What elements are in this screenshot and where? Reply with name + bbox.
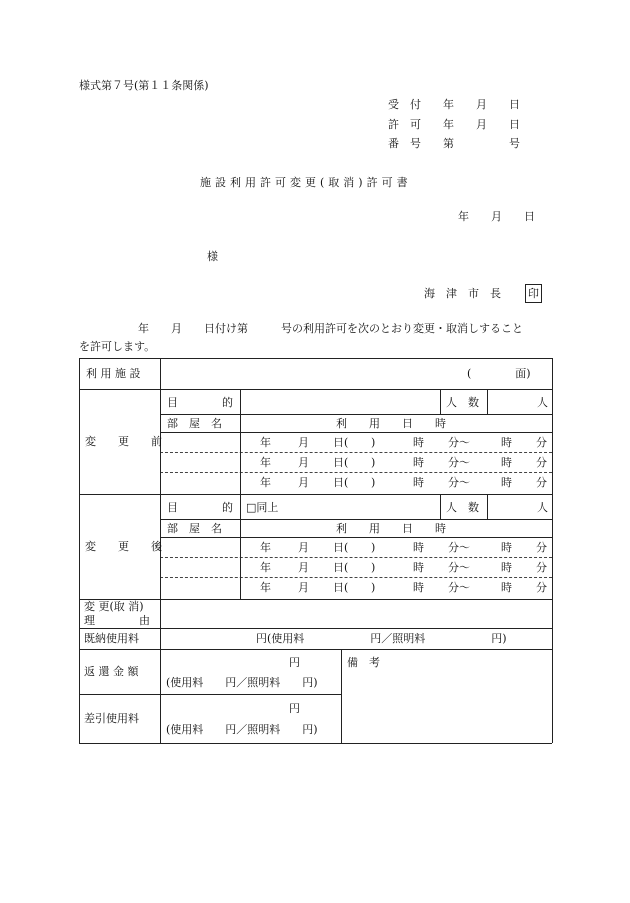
dt-month: 月 [298, 581, 309, 594]
dt-year: 年 [260, 541, 271, 554]
dt-close: ) [371, 476, 376, 489]
dt-month: 月 [298, 456, 309, 469]
dt-minute-end: 分 [536, 436, 547, 449]
document-title: 施設利用許可変更(取消)許可書 [200, 176, 412, 189]
dt-minute-end: 分 [536, 476, 547, 489]
facility-unit: ( 面) [467, 367, 531, 380]
seal-char: 印 [528, 287, 539, 300]
dt-day: 日( [333, 456, 349, 469]
refund-label: 返 還 金 額 [84, 665, 139, 678]
before-persons-unit: 人 [537, 396, 548, 409]
permit-date-row: 許 可 年 月 日 [388, 118, 520, 131]
remarks-label: 備 考 [347, 656, 380, 669]
issuer-name: 海 津 市 長 [424, 287, 501, 300]
after-persons-label: 人 数 [446, 501, 479, 514]
dt-hour: 時 [413, 436, 424, 449]
form-number: 様式第７号(第１１条関係) [79, 79, 209, 92]
issue-date: 年 月 日 [458, 210, 535, 223]
dt-close: ) [371, 561, 376, 574]
refund-breakdown: (使用料 円／照明料 円) [166, 676, 318, 689]
dt-hour: 時 [413, 541, 424, 554]
before-purpose-label: 目 的 [167, 396, 233, 409]
dt-month: 月 [298, 436, 309, 449]
after-persons-unit: 人 [537, 501, 548, 514]
after-purpose-label: 目 的 [167, 501, 233, 514]
dt-year: 年 [260, 561, 271, 574]
dt-close: ) [371, 541, 376, 554]
dt-minute: 分～ [448, 541, 470, 554]
dt-month: 月 [298, 561, 309, 574]
dt-hour-end: 時 [501, 476, 512, 489]
dt-minute-end: 分 [536, 541, 547, 554]
dt-close: ) [371, 456, 376, 469]
before-room-label: 部 屋 名 [167, 417, 222, 430]
dt-hour: 時 [413, 476, 424, 489]
dt-day: 日( [333, 436, 349, 449]
dt-day: 日( [333, 541, 349, 554]
seal-stamp [525, 284, 542, 303]
dt-day: 日( [333, 581, 349, 594]
dt-minute: 分～ [448, 581, 470, 594]
dt-close: ) [371, 581, 376, 594]
after-purpose-value: □同上 [246, 501, 279, 514]
dt-hour: 時 [413, 561, 424, 574]
dt-day: 日( [333, 476, 349, 489]
dt-hour-end: 時 [501, 436, 512, 449]
dt-year: 年 [260, 476, 271, 489]
dt-month: 月 [298, 476, 309, 489]
reason-label-line1: 変 更(取 消) [84, 600, 144, 613]
before-persons-label: 人 数 [446, 396, 479, 409]
prepaid-label: 既納使用料 [84, 632, 139, 645]
dt-close: ) [371, 436, 376, 449]
dt-hour-end: 時 [501, 456, 512, 469]
dt-minute: 分～ [448, 561, 470, 574]
dt-month: 月 [298, 541, 309, 554]
dt-hour: 時 [413, 581, 424, 594]
before-label: 変 更 前 [85, 435, 162, 448]
after-datetime-label: 利 用 日 時 [336, 522, 446, 535]
dt-minute: 分～ [448, 476, 470, 489]
facility-label: 利 用 施 設 [86, 367, 141, 380]
receipt-date-row: 受 付 年 月 日 [388, 98, 520, 111]
dt-hour-end: 時 [501, 581, 512, 594]
deduct-breakdown: (使用料 円／照明料 円) [166, 723, 318, 736]
body-text-line1: 年 月 日付け第 号の利用許可を次のとおり変更・取消しすること [138, 322, 523, 335]
dt-minute-end: 分 [536, 561, 547, 574]
dt-hour-end: 時 [501, 541, 512, 554]
deduct-label: 差引使用料 [84, 712, 139, 725]
deduct-yen: 円 [289, 702, 300, 715]
body-text-line2: を許可します。 [79, 340, 156, 353]
reason-label-line2: 理 由 [84, 614, 150, 627]
dt-minute-end: 分 [536, 581, 547, 594]
before-datetime-label: 利 用 日 時 [336, 417, 446, 430]
addressee-suffix: 様 [207, 250, 218, 263]
dt-year: 年 [260, 581, 271, 594]
dt-minute: 分～ [448, 456, 470, 469]
after-room-label: 部 屋 名 [167, 522, 222, 535]
dt-day: 日( [333, 561, 349, 574]
refund-yen: 円 [289, 656, 300, 669]
dt-hour: 時 [413, 456, 424, 469]
dt-hour-end: 時 [501, 561, 512, 574]
number-row: 番 号 第 号 [388, 137, 520, 150]
dt-minute-end: 分 [536, 456, 547, 469]
dt-year: 年 [260, 436, 271, 449]
dt-year: 年 [260, 456, 271, 469]
dt-minute: 分～ [448, 436, 470, 449]
prepaid-value: 円(使用料 円／照明料 円) [256, 632, 507, 645]
after-label: 変 更 後 [85, 540, 162, 553]
